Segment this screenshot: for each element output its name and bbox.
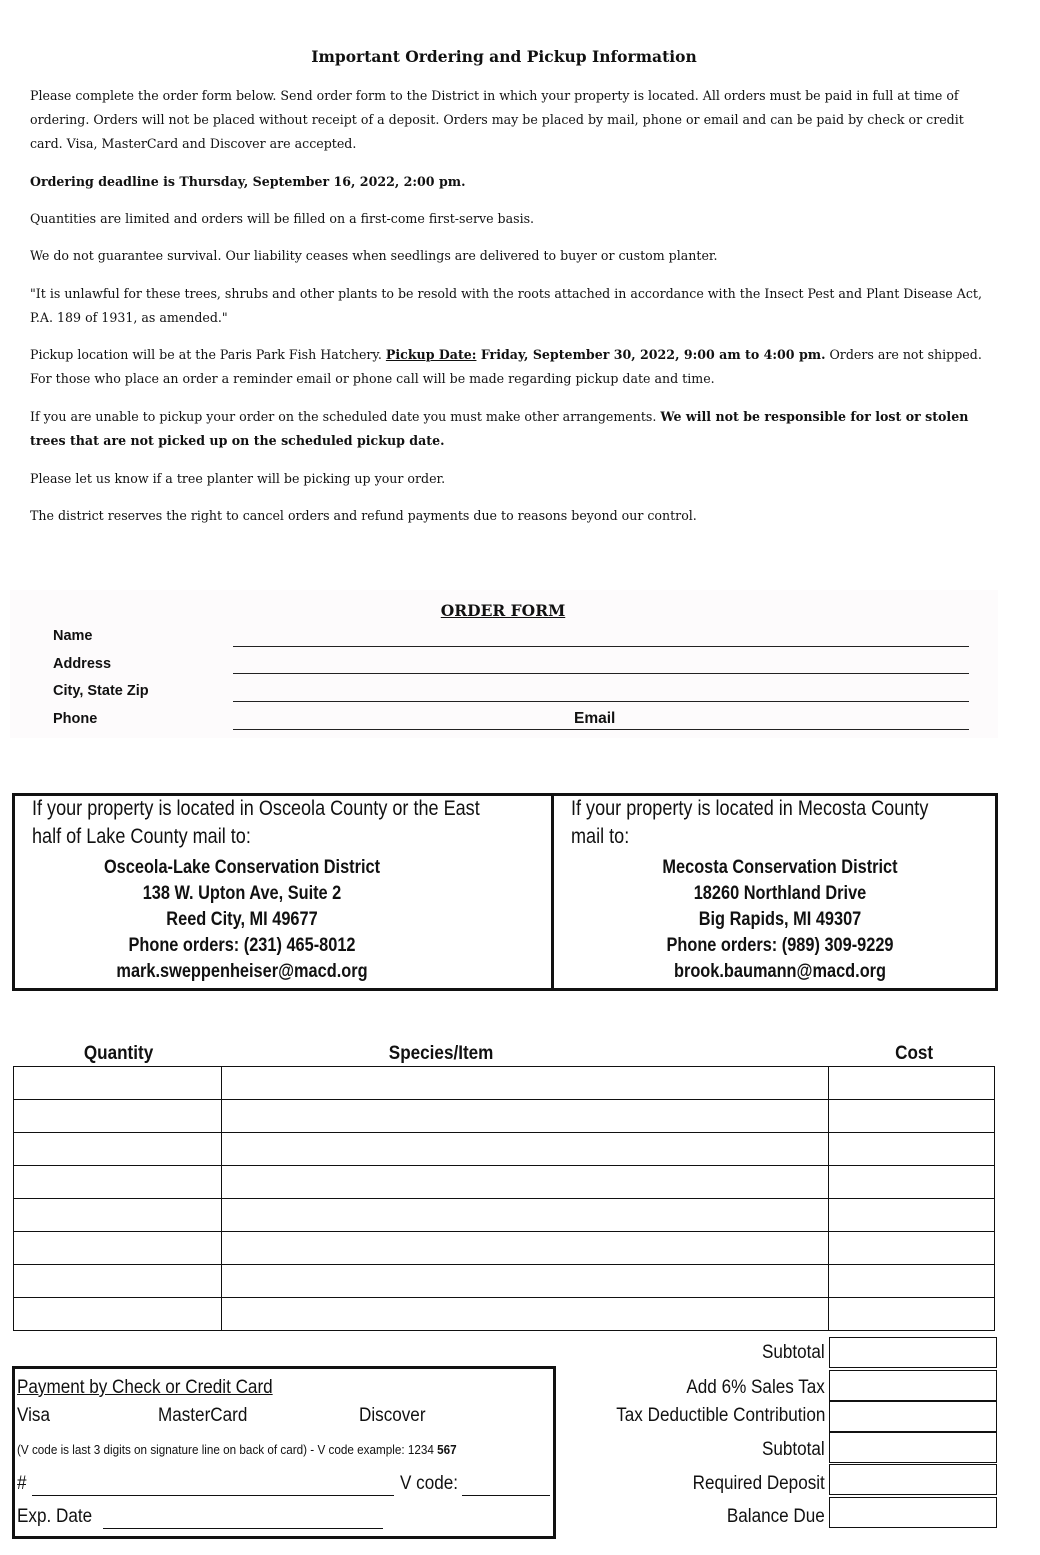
mecosta-address (608, 855, 952, 985)
osceola-lake-phone: Phone orders: (231) 465-8012 (128, 935, 356, 956)
items-table (13, 1066, 995, 1331)
cost-cell[interactable] (829, 1298, 995, 1331)
cost-cell[interactable] (829, 1166, 995, 1199)
pickup-shipping-note: Orders are not shipped. For those who place an order a reminder email or phone call will be made regarding pickup date and time. (30, 347, 982, 386)
mecosta-email[interactable]: brook.baumann@macd.org (673, 961, 887, 982)
visa-option[interactable]: Visa (17, 1405, 50, 1426)
subtotal-2-field[interactable] (829, 1432, 997, 1463)
quantity-cell[interactable] (14, 1232, 222, 1265)
mecosta-district-name: Mecosta Conservation District (662, 857, 898, 878)
quantity-cell[interactable] (14, 1265, 222, 1298)
mecosta-phone: Phone orders: (989) 309-9229 (666, 935, 894, 956)
quantity-cell[interactable] (14, 1199, 222, 1232)
osceola-lake-email[interactable]: mark.sweppenheiser@macd.org (116, 961, 368, 982)
species-cell[interactable] (222, 1232, 829, 1265)
mecosta-city: Big Rapids, MI 49307 (698, 909, 862, 930)
discover-option[interactable]: Discover (359, 1405, 426, 1426)
osceola-lake-district-name: Osceola-Lake Conservation District (103, 857, 381, 878)
info-title: Important Ordering and Pickup Information (311, 47, 697, 66)
city-state-zip-field[interactable] (233, 701, 969, 702)
mailing-address-divider (551, 793, 554, 991)
info-tree-planter: Please let us know if a tree planter will be picking up your order. (30, 471, 446, 486)
name-label: Name (53, 628, 93, 644)
info-pickup (30, 343, 985, 391)
species-item-header: Species/Item (388, 1043, 494, 1064)
species-cell[interactable] (222, 1166, 829, 1199)
subtotal-field[interactable] (829, 1337, 997, 1368)
table-row (14, 1100, 995, 1133)
quantity-cell[interactable] (14, 1067, 222, 1100)
osceola-lake-mail-intro: If your property is located in Osceola County or the East half of Lake County mail to: (32, 797, 480, 848)
tax-deductible-contribution-label: Tax Deductible Contribution (615, 1405, 825, 1426)
email-label: Email (574, 710, 616, 727)
card-number-label: # (17, 1473, 27, 1494)
species-cell[interactable] (222, 1133, 829, 1166)
cost-cell[interactable] (829, 1067, 995, 1100)
info-survival: We do not guarantee survival. Our liability ceases when seedlings are delivered to buyer or custom planter. (30, 248, 718, 263)
name-field[interactable] (233, 646, 969, 647)
pickup-location-text: Pickup location will be at the Paris Park Fish Hatchery. (30, 347, 386, 362)
quantity-cell[interactable] (14, 1166, 222, 1199)
required-deposit-label: Required Deposit (692, 1473, 825, 1494)
sales-tax-label: Add 6% Sales Tax (686, 1377, 825, 1398)
cost-cell[interactable] (829, 1133, 995, 1166)
arrangements-warning: We will not be responsible for lost or stolen trees that are not picked up on the scheduled pickup date. (30, 409, 969, 448)
card-number-field[interactable] (32, 1495, 394, 1496)
subtotal-2-label: Subtotal (762, 1439, 825, 1460)
info-legal-notice: "It is unlawful for these trees, shrubs and other plants to be resold with the roots attached in accordance with the Insect Pest and Plant Disease Act, P.A. 189 of 1931, as amended." (30, 286, 982, 325)
cost-cell[interactable] (829, 1265, 995, 1298)
required-deposit-field[interactable] (829, 1464, 997, 1495)
city-state-zip-label: City, State Zip (53, 683, 149, 699)
cost-header: Cost (895, 1043, 934, 1064)
species-cell[interactable] (222, 1265, 829, 1298)
quantity-cell[interactable] (14, 1133, 222, 1166)
pickup-date-value: Friday, September 30, 2022, 9:00 am to 4:00 pm. (476, 347, 826, 362)
info-paragraph-ordering: Please complete the order form below. Send order form to the District in which your property is located. All orders must be paid in full at time of ordering. Orders will not be placed without receipt of a deposit. Orders may be placed by mail, phone or email and can be paid by check or credit card. Visa, MasterCard and Discover are accepted. (30, 88, 964, 151)
table-row (14, 1265, 995, 1298)
table-row (14, 1232, 995, 1265)
info-deadline: Ordering deadline is Thursday, September 16, 2022, 2:00 pm. (30, 174, 466, 189)
vcode-label: V code: (400, 1473, 458, 1494)
quantity-cell[interactable] (14, 1298, 222, 1331)
subtotal-label: Subtotal (762, 1342, 825, 1363)
exp-date-label: Exp. Date (17, 1506, 93, 1527)
order-form-title: ORDER FORM (440, 601, 566, 620)
phone-label: Phone (53, 711, 98, 727)
vcode-example-digits: 567 (437, 1442, 457, 1457)
quantity-cell[interactable] (14, 1100, 222, 1133)
vcode-field[interactable] (462, 1495, 550, 1496)
vcode-note-text: (V code is last 3 digits on signature line on back of card) - V code example: 1234 (17, 1442, 438, 1457)
species-cell[interactable] (222, 1067, 829, 1100)
exp-date-field[interactable] (103, 1528, 383, 1529)
info-quantities: Quantities are limited and orders will be filled on a first-come first-serve basis. (30, 211, 535, 226)
pickup-date-label: Pickup Date: (385, 347, 477, 362)
balance-due-field[interactable] (829, 1497, 997, 1528)
address-label: Address (53, 656, 112, 672)
osceola-lake-city: Reed City, MI 49677 (166, 909, 318, 930)
osceola-lake-address (70, 855, 414, 985)
table-row (14, 1133, 995, 1166)
mecosta-street: 18260 Northland Drive (693, 883, 867, 904)
mecosta-mail-intro: If your property is located in Mecosta County mail to: (571, 797, 929, 848)
sales-tax-field[interactable] (829, 1370, 997, 1401)
mastercard-option[interactable]: MasterCard (158, 1405, 248, 1426)
cost-cell[interactable] (829, 1100, 995, 1133)
table-row (14, 1067, 995, 1100)
table-row (14, 1298, 995, 1331)
osceola-lake-street: 138 W. Upton Ave, Suite 2 (142, 883, 342, 904)
tax-deductible-contribution-field[interactable] (829, 1401, 997, 1432)
table-row (14, 1199, 995, 1232)
phone-email-field[interactable] (233, 729, 969, 730)
quantity-header: Quantity (83, 1043, 154, 1064)
info-cancel-rights: The district reserves the right to cancel orders and refund payments due to reasons beyond our control. (30, 508, 697, 523)
balance-due-label: Balance Due (727, 1506, 825, 1527)
arrangements-text: If you are unable to pickup your order on the scheduled date you must make other arrangements. (30, 409, 661, 424)
payment-title: Payment by Check or Credit Card (17, 1377, 273, 1398)
vcode-note (17, 1442, 457, 1457)
species-cell[interactable] (222, 1298, 829, 1331)
address-field[interactable] (233, 673, 969, 674)
species-cell[interactable] (222, 1199, 829, 1232)
cost-cell[interactable] (829, 1232, 995, 1265)
species-cell[interactable] (222, 1100, 829, 1133)
table-row (14, 1166, 995, 1199)
info-arrangements (30, 405, 985, 453)
cost-cell[interactable] (829, 1199, 995, 1232)
